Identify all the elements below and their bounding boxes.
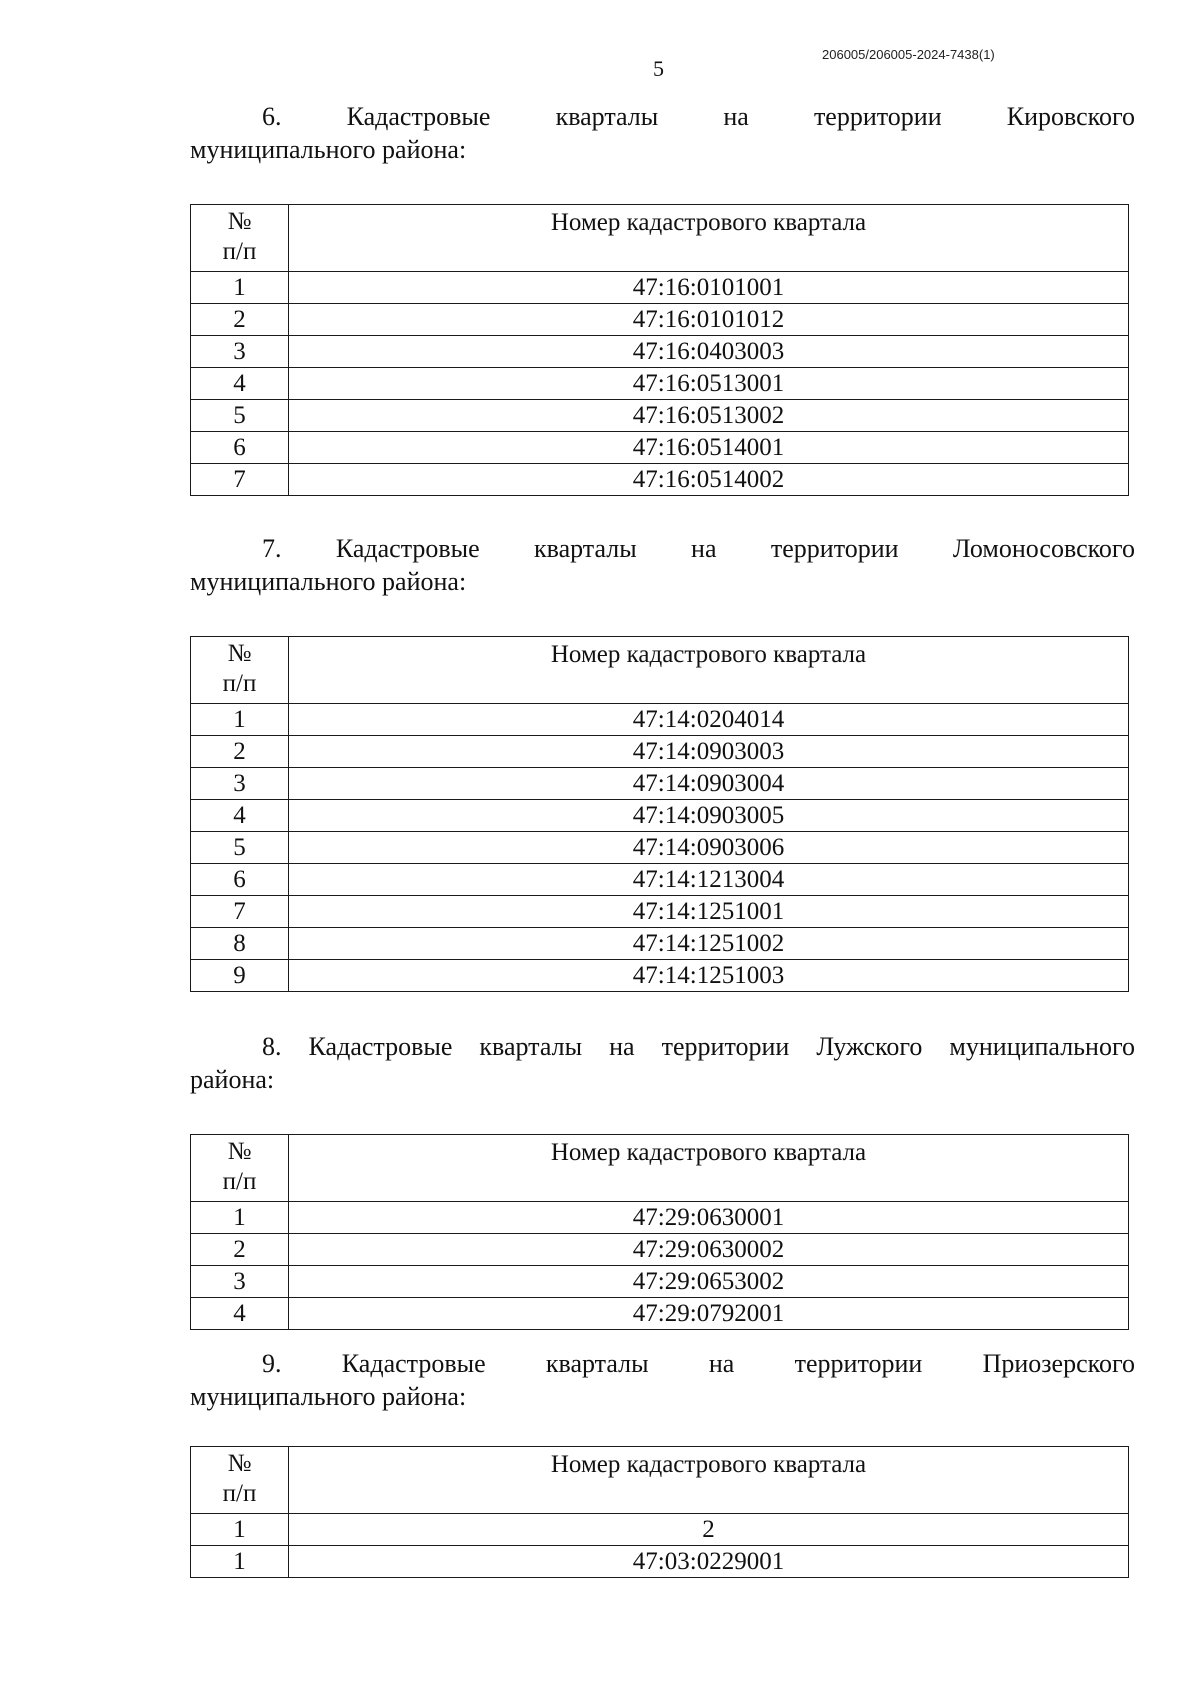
row-number: 3 [191, 1266, 289, 1298]
section-7-table [190, 636, 1129, 992]
cadastral-number: 47:16:0101001 [289, 272, 1129, 304]
column-header-cadastral: Номер кадастрового квартала [289, 1135, 1129, 1202]
heading-word: на [708, 1349, 735, 1378]
heading-line-2: муниципального района: [190, 567, 467, 596]
cadastral-number: 47:14:0903005 [289, 800, 1129, 832]
section-9-heading [190, 1347, 1135, 1413]
table-row [191, 832, 1129, 864]
heading-word: на [723, 102, 749, 131]
cadastral-number: 47:29:0653002 [289, 1266, 1129, 1298]
heading-word: Кадастровые [346, 102, 491, 131]
row-number: 6 [191, 864, 289, 896]
heading-word: территории [661, 1032, 790, 1061]
row-number: 7 [191, 464, 289, 496]
heading-word: кварталы [479, 1032, 583, 1061]
row-number: 1 [191, 1202, 289, 1234]
cadastral-number: 47:16:0513001 [289, 368, 1129, 400]
row-number: 9 [191, 960, 289, 992]
row-number: 4 [191, 368, 289, 400]
row-number: 1 [191, 704, 289, 736]
table-row [191, 368, 1129, 400]
section-number: 6. [262, 102, 282, 131]
document-id: 206005/206005-2024-7438(1) [822, 47, 995, 62]
cadastral-number: 47:29:0792001 [289, 1298, 1129, 1330]
cadastral-number: 47:14:1251002 [289, 928, 1129, 960]
cadastral-number: 2 [289, 1514, 1129, 1546]
row-number: 8 [191, 928, 289, 960]
page-number: 5 [653, 56, 664, 81]
table-row [191, 800, 1129, 832]
table-row [191, 272, 1129, 304]
cadastral-number: 47:29:0630001 [289, 1202, 1129, 1234]
table-row [191, 1514, 1129, 1546]
row-number: 2 [191, 1234, 289, 1266]
row-number: 3 [191, 336, 289, 368]
row-number: 2 [191, 736, 289, 768]
section-number: 8. [262, 1032, 282, 1061]
heading-word: на [609, 1032, 635, 1061]
column-header-cadastral: Номер кадастрового квартала [289, 637, 1129, 704]
cadastral-number: 47:14:1251001 [289, 896, 1129, 928]
cadastral-number: 47:14:0903003 [289, 736, 1129, 768]
cadastral-number: 47:14:0903004 [289, 768, 1129, 800]
table-row [191, 1202, 1129, 1234]
table-row [191, 928, 1129, 960]
heading-word: Лужского [816, 1032, 923, 1061]
cadastral-number: 47:03:0229001 [289, 1546, 1129, 1578]
heading-word: кварталы [534, 534, 637, 563]
table-header-row [191, 1447, 1129, 1514]
table-row [191, 1546, 1129, 1578]
heading-word: территории [770, 534, 899, 563]
section-6-heading [190, 100, 1135, 166]
heading-word: кварталы [555, 102, 659, 131]
table-row [191, 336, 1129, 368]
table-row [191, 464, 1129, 496]
cadastral-number: 47:16:0514001 [289, 432, 1129, 464]
section-6-table [190, 204, 1129, 496]
heading-word: Кировского [1006, 102, 1135, 131]
row-number: 5 [191, 832, 289, 864]
table-row [191, 960, 1129, 992]
row-number: 1 [191, 1546, 289, 1578]
section-9-table [190, 1446, 1129, 1578]
heading-word: Ломоносовского [952, 534, 1135, 563]
table-row [191, 896, 1129, 928]
heading-word: кварталы [545, 1349, 649, 1378]
column-header-number: № п/п [191, 205, 289, 272]
cadastral-number: 47:16:0101012 [289, 304, 1129, 336]
section-number: 9. [262, 1349, 282, 1378]
row-number: 4 [191, 1298, 289, 1330]
cadastral-number: 47:16:0403003 [289, 336, 1129, 368]
cadastral-number: 47:29:0630002 [289, 1234, 1129, 1266]
cadastral-number: 47:16:0514002 [289, 464, 1129, 496]
table-header-row [191, 1135, 1129, 1202]
row-number: 1 [191, 272, 289, 304]
table-header-row [191, 637, 1129, 704]
column-header-number: № п/п [191, 1135, 289, 1202]
heading-word: Кадастровые [335, 534, 480, 563]
row-number: 5 [191, 400, 289, 432]
column-header-number: № п/п [191, 1447, 289, 1514]
row-number: 7 [191, 896, 289, 928]
table-row [191, 400, 1129, 432]
heading-word: Кадастровые [341, 1349, 486, 1378]
cadastral-number: 47:14:1251003 [289, 960, 1129, 992]
table-row [191, 864, 1129, 896]
table-row [191, 432, 1129, 464]
heading-word: Кадастровые [308, 1032, 453, 1061]
cadastral-number: 47:16:0513002 [289, 400, 1129, 432]
table-row [191, 736, 1129, 768]
heading-line-2: муниципального района: [190, 135, 467, 164]
section-number: 7. [262, 534, 282, 563]
heading-word: муниципального [949, 1032, 1135, 1061]
cadastral-number: 47:14:0204014 [289, 704, 1129, 736]
table-row [191, 768, 1129, 800]
cadastral-number: 47:14:0903006 [289, 832, 1129, 864]
row-number: 6 [191, 432, 289, 464]
row-number: 1 [191, 1514, 289, 1546]
row-number: 3 [191, 768, 289, 800]
row-number: 2 [191, 304, 289, 336]
table-row [191, 304, 1129, 336]
heading-word: на [691, 534, 717, 563]
table-row [191, 1234, 1129, 1266]
heading-line-2: района: [190, 1065, 275, 1094]
section-8-table [190, 1134, 1129, 1330]
section-7-heading [190, 532, 1135, 598]
section-8-heading [190, 1030, 1135, 1096]
table-header-row [191, 205, 1129, 272]
column-header-number: № п/п [191, 637, 289, 704]
heading-line-2: муниципального района: [190, 1382, 467, 1411]
heading-word: Приозерского [982, 1349, 1135, 1378]
cadastral-number: 47:14:1213004 [289, 864, 1129, 896]
column-header-cadastral: Номер кадастрового квартала [289, 205, 1129, 272]
table-row [191, 1298, 1129, 1330]
column-header-cadastral: Номер кадастрового квартала [289, 1447, 1129, 1514]
table-row [191, 1266, 1129, 1298]
row-number: 4 [191, 800, 289, 832]
heading-word: территории [813, 102, 942, 131]
heading-word: территории [794, 1349, 923, 1378]
table-row [191, 704, 1129, 736]
